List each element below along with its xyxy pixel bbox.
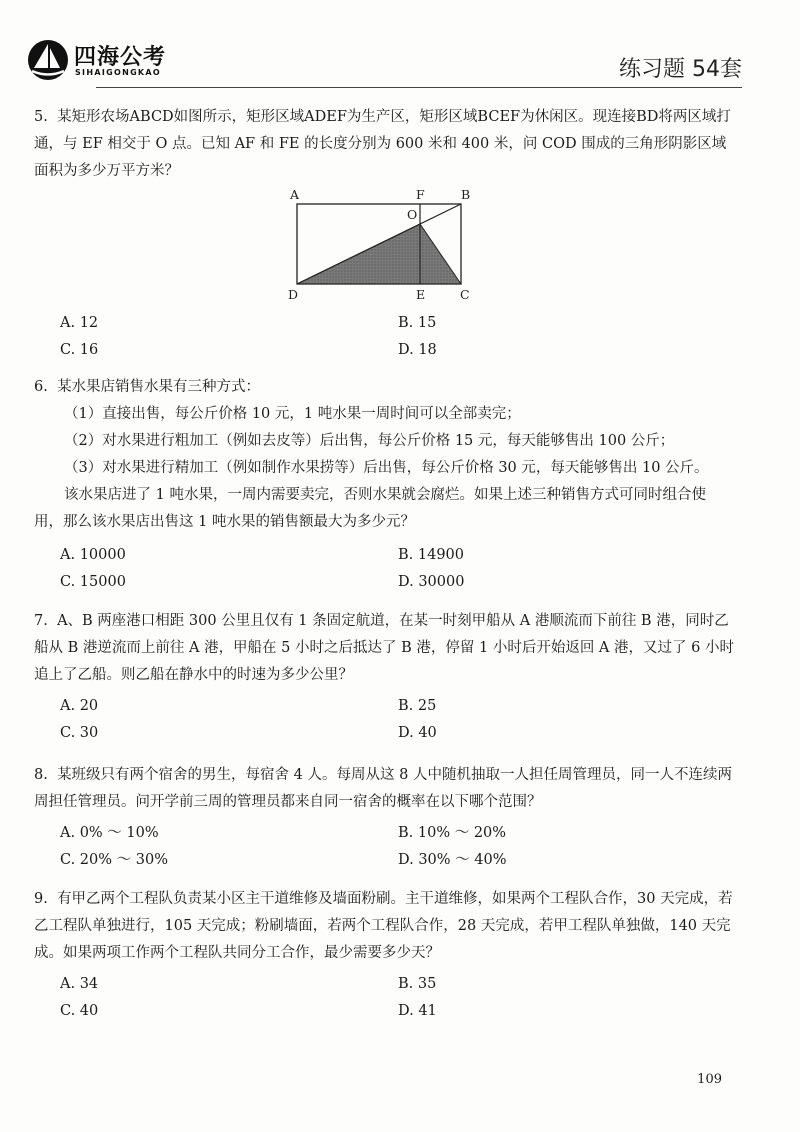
question-9: [34, 886, 734, 1027]
label-e: E: [416, 287, 426, 302]
label-a: A: [290, 187, 300, 202]
label-o: O: [407, 207, 418, 222]
method-3: （3）对水果进行精加工（例如制作水果捞等）后出售，每公斤价格 30 元，每天能够售出 10 公斤。: [64, 460, 709, 476]
question-number: 8.: [34, 767, 48, 783]
option-c[interactable]: C. 20% ～ 30%: [60, 852, 168, 868]
option-a[interactable]: A. 20: [60, 698, 99, 714]
option-c[interactable]: C. 15000: [60, 574, 126, 590]
question-number: 7.: [34, 613, 48, 629]
option-d[interactable]: D. 40: [398, 725, 437, 741]
option-d[interactable]: D. 41: [398, 1003, 437, 1019]
question-number: 6.: [34, 379, 48, 395]
option-b[interactable]: B. 14900: [398, 547, 465, 563]
question-stem: 某矩形农场ABCD如图所示，矩形区域ADEF为生产区，矩形区域BCEF为休闲区。现连接BD将两区域打通，与 EF 相交于 O 点。已知 AF 和 FE 的长度分别为 600 米和 400 米，问 COD 围成的三角形阴影区域面积为多少万平方米？: [34, 109, 731, 179]
option-c[interactable]: C. 30: [60, 725, 99, 741]
question-6: [34, 374, 734, 598]
option-c[interactable]: C. 40: [60, 1003, 99, 1019]
question-stem: 某班级只有两个宿舍的男生，每宿舍 4 人。每周从这 8 人中随机抽取一人担任周管理员，同一人不连续两周担任管理员。问开学前三周的管理员都来自同一宿舍的概率在以下哪个范围？: [34, 767, 732, 810]
sailboat-logo-icon: [26, 38, 70, 82]
question-number: 9.: [34, 891, 48, 907]
question-stem: 有甲乙两个工程队负责某小区主干道维修及墙面粉刷。主干道维修，如果两个工程队合作，30 天完成，若乙工程队单独进行，105 天完成；粉刷墙面，若两个工程队合作，28 天完成，若甲工程队单独做，140 天完成。如果两项工作两个工程队共同分工合作，最少需要多少天？: [34, 891, 733, 961]
method-2: （2）对水果进行粗加工（例如去皮等）后出售，每公斤价格 15 元，每天能够售出 100 公斤；: [64, 433, 675, 449]
option-b[interactable]: B. 10% ～ 20%: [398, 825, 507, 841]
option-b[interactable]: B. 25: [398, 698, 437, 714]
question-number: 5.: [34, 109, 48, 125]
option-d[interactable]: D. 30% ～ 40%: [398, 852, 507, 868]
question-tail: 该水果店进了 1 吨水果，一周内需要卖完，否则水果就会腐烂。如果上述三种销售方式可同时组合使用，那么该水果店出售这 1 吨水果的销售额最大为多少元？: [34, 487, 706, 530]
shaded-triangle-cod: [297, 224, 461, 284]
rectangle-figure: [284, 186, 484, 304]
option-d[interactable]: D. 30000: [398, 574, 465, 590]
header-divider: [96, 87, 742, 88]
label-f: F: [416, 187, 425, 202]
option-d[interactable]: D. 18: [398, 342, 437, 358]
logo-text: 四海公考: [74, 45, 167, 70]
page-header: [26, 36, 742, 96]
option-a[interactable]: A. 34: [60, 976, 99, 992]
option-a[interactable]: A. 0% ～ 10%: [60, 825, 159, 841]
option-c[interactable]: C. 16: [60, 342, 99, 358]
question-7: [34, 608, 734, 749]
label-b: B: [461, 187, 471, 202]
label-c: C: [460, 287, 470, 302]
geometry-diagram: [284, 186, 484, 304]
option-b[interactable]: B. 35: [398, 976, 437, 992]
question-5-options: [34, 310, 734, 366]
option-a[interactable]: A. 12: [60, 315, 99, 331]
series-title: 练习题 54套: [619, 57, 742, 82]
question-stem: 某水果店销售水果有三种方式：: [57, 379, 261, 395]
option-b[interactable]: B. 15: [398, 315, 437, 331]
question-stem: A、B 两座港口相距 300 公里且仅有 1 条固定航道，在某一时刻甲船从 A 港顺流而下前往 B 港，同时乙船从 B 港逆流而上前往 A 港，甲船在 5 小时之后抵达了 B 港，停留 1 小时后开始返回 A 港，又过了 6 小时追上了乙船。则乙船在静水中的时速为多少公里？: [34, 613, 734, 683]
option-a[interactable]: A. 10000: [60, 547, 126, 563]
logo-subtext: SIHAIGONGKAO: [75, 68, 162, 77]
question-5: [34, 104, 734, 185]
question-8: [34, 762, 734, 876]
page-number: 109: [697, 1072, 722, 1087]
label-d: D: [288, 287, 299, 302]
method-1: （1）直接出售，每公斤价格 10 元，1 吨水果一周时间可以全部卖完；: [64, 406, 521, 422]
logo: [26, 36, 206, 86]
